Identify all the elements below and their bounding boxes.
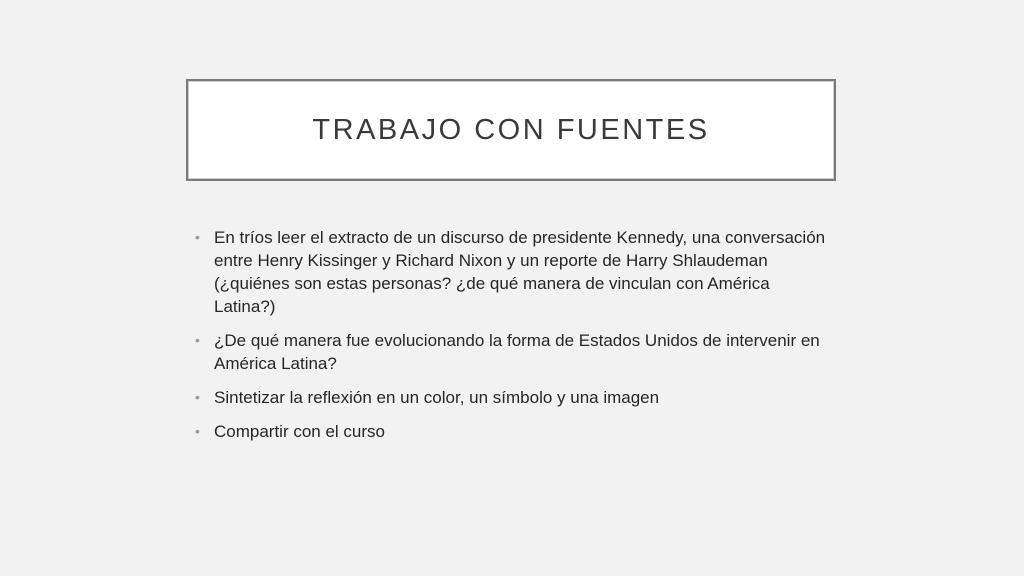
bullet-icon: • — [195, 229, 200, 245]
slide-title: TRABAJO CON FUENTES — [312, 113, 710, 146]
bullet-icon: • — [195, 332, 200, 348]
bullet-text: En tríos leer el extracto de un discurso de presidente Kennedy, una conversación entre Henry Kissinger y Richard Nixon y un reporte de Harry Shlaudeman (¿quiénes son estas personas? ¿de qué manera de vinculan con América Latina?) — [214, 228, 826, 316]
bullet-item — [195, 386, 835, 409]
bullet-text: Compartir con el curso — [214, 422, 386, 441]
bullet-text: ¿De qué manera fue evolucionando la forma de Estados Unidos de intervenir en América Latina? — [214, 331, 820, 373]
bullet-item — [195, 329, 835, 375]
title-box — [186, 79, 836, 181]
bullet-icon: • — [195, 423, 200, 439]
bullet-icon: • — [195, 389, 200, 405]
bullet-text: Sintetizar la reflexión en un color, un símbolo y una imagen — [214, 388, 660, 407]
bullet-item — [195, 226, 835, 318]
bullet-list — [195, 226, 835, 454]
bullet-item — [195, 420, 835, 443]
